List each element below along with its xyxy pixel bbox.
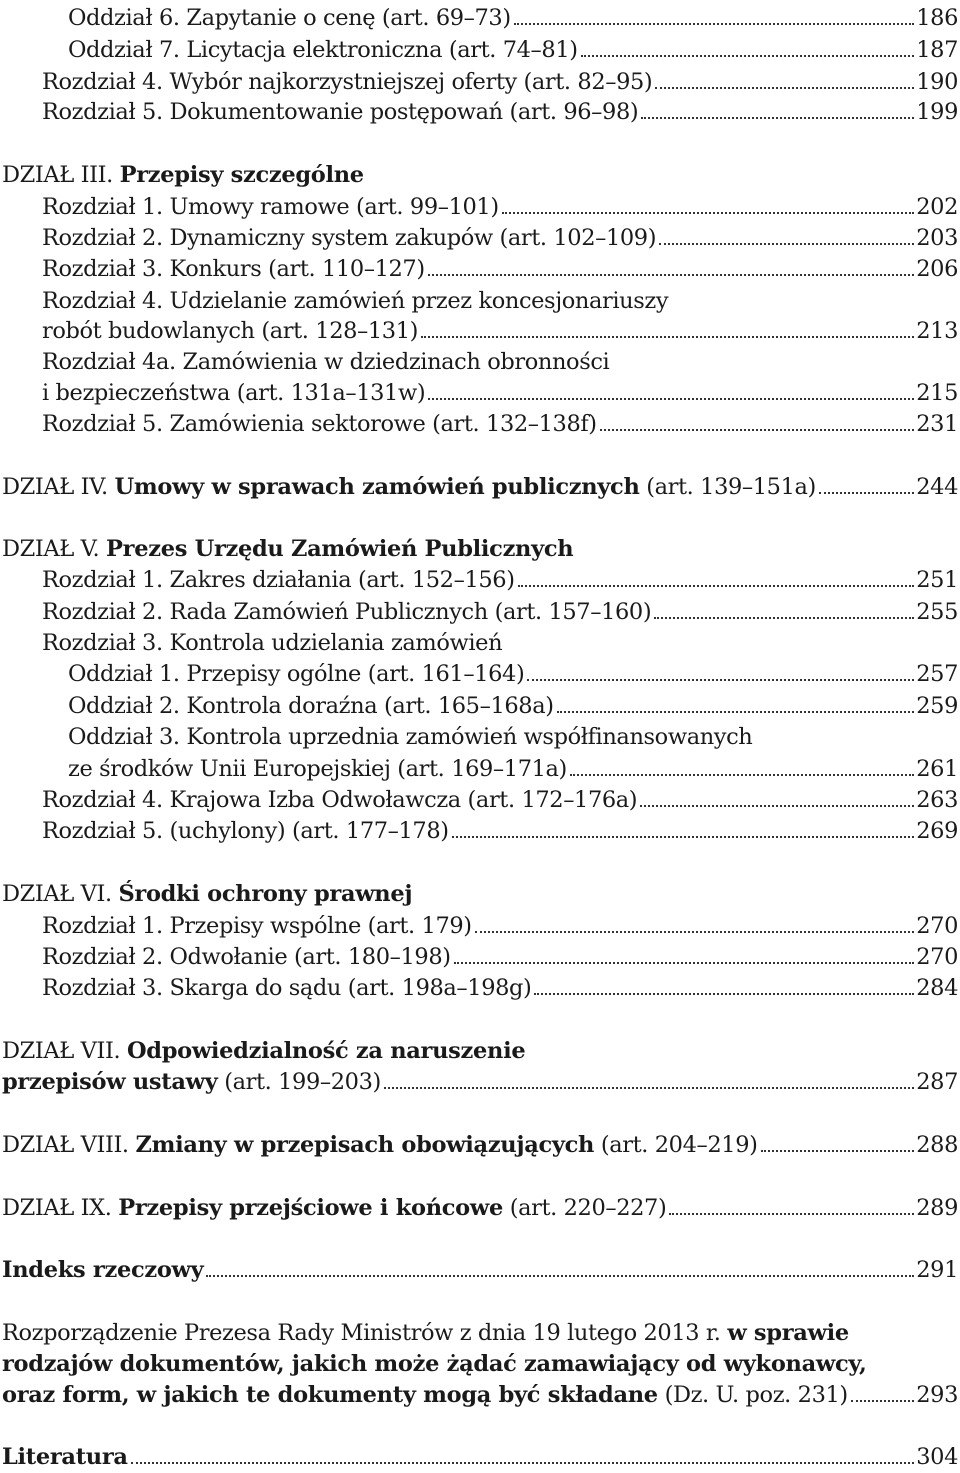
- toc-entry[interactable]: [42, 409, 958, 439]
- entry-text: Oddział 6. Zapytanie o cenę (art. 69–73): [68, 5, 511, 31]
- page-number: 270: [916, 913, 958, 939]
- dot-leader: [534, 993, 914, 995]
- dot-leader: [384, 1087, 914, 1089]
- dot-leader: [475, 931, 915, 933]
- page-number: 203: [916, 225, 958, 251]
- page-number: 187: [916, 37, 958, 63]
- entry-text: (art. 139–151a): [646, 474, 816, 500]
- entry-text: Rozdział 5. Zamówienia sektorowe (art. 132–138f): [42, 411, 597, 437]
- section-label: DZIAŁ VII.: [2, 1038, 121, 1064]
- entry-text: Rozdział 5. (uchylony) (art. 177–178): [42, 818, 449, 844]
- entry-text: Rozdział 4. Udzielanie zamówień przez koncesjonariuszy: [42, 288, 669, 314]
- toc-entry[interactable]: [2, 1442, 958, 1472]
- entry-text: Rozdział 1. Umowy ramowe (art. 99–101): [42, 194, 499, 220]
- entry-text: Rozdział 3. Kontrola udzielania zamówień: [42, 630, 503, 656]
- entry-text: robót budowlanych (art. 128–131): [42, 318, 419, 344]
- toc-entry[interactable]: [42, 597, 958, 627]
- entry-text: Rozdział 4a. Zamówienia w dziedzinach obronności: [42, 349, 610, 375]
- page-number: 304: [916, 1444, 958, 1470]
- entry-text: Oddział 1. Przepisy ogólne (art. 161–164): [68, 661, 525, 687]
- page-number: 213: [916, 318, 958, 344]
- entry-text: Rozdział 5. Dokumentowanie postępowań (art. 96–98): [42, 99, 639, 125]
- section-title: Przepisy przejściowe i końcowe: [118, 1195, 503, 1221]
- dot-leader: [527, 679, 914, 681]
- toc-entry[interactable]: [2, 472, 958, 502]
- page-number: 255: [916, 599, 958, 625]
- page-number: 202: [916, 194, 958, 220]
- toc-entry[interactable]: [68, 754, 958, 784]
- toc-entry[interactable]: [68, 691, 958, 721]
- dot-leader: [641, 117, 914, 119]
- page-number: 215: [916, 380, 958, 406]
- page-number: 251: [916, 567, 958, 593]
- entry-text: (art. 204–219): [600, 1132, 758, 1158]
- toc-entry-line[interactable]: [42, 347, 609, 377]
- entry-text: Rozdział 2. Rada Zamówień Publicznych (art. 157–160): [42, 599, 652, 625]
- page-number: 206: [916, 256, 958, 282]
- page-number: 291: [916, 1257, 958, 1283]
- page-number: 257: [916, 661, 958, 687]
- page-number: 231: [916, 411, 958, 437]
- section-label: DZIAŁ VI.: [2, 881, 112, 907]
- entry-text: (art. 220–227): [509, 1195, 667, 1221]
- entry-text: Rozdział 3. Skarga do sądu (art. 198a–198g): [42, 975, 532, 1001]
- page-number: 190: [916, 69, 958, 95]
- entry-text: Oddział 2. Kontrola doraźna (art. 165–168a): [68, 693, 554, 719]
- page-number: 259: [916, 693, 958, 719]
- entry-text: Rozdział 2. Odwołanie (art. 180–198): [42, 944, 451, 970]
- toc-entry-line[interactable]: [2, 1318, 849, 1348]
- toc-entry[interactable]: [42, 223, 958, 253]
- dot-leader: [581, 55, 915, 57]
- page-number: 269: [916, 818, 958, 844]
- section-title: rodzajów dokumentów, jakich może żądać zamawiający od wykonawcy,: [2, 1351, 867, 1377]
- toc-entry-line[interactable]: [42, 286, 668, 316]
- toc-entry[interactable]: [68, 659, 958, 689]
- section-label: DZIAŁ V.: [2, 536, 100, 562]
- toc-entry[interactable]: [42, 254, 958, 284]
- dot-leader: [819, 492, 914, 494]
- section-title: w sprawie: [727, 1320, 849, 1346]
- section-heading[interactable]: [2, 160, 364, 190]
- toc-entry[interactable]: [42, 911, 958, 941]
- toc-entry-line[interactable]: [42, 628, 502, 658]
- page-number: 288: [916, 1132, 958, 1158]
- entry-text: Oddział 7. Licytacja elektroniczna (art. 74–81): [68, 37, 578, 63]
- toc-entry[interactable]: [42, 816, 958, 846]
- dot-leader: [655, 87, 914, 89]
- toc-entry[interactable]: [42, 192, 958, 222]
- dot-leader: [428, 398, 914, 400]
- toc-entry[interactable]: [2, 1193, 958, 1223]
- toc-entry[interactable]: [2, 1380, 958, 1410]
- dot-leader: [761, 1150, 915, 1152]
- page-number: 293: [916, 1382, 958, 1408]
- page-number: 199: [916, 99, 958, 125]
- entry-text: Rozdział 2. Dynamiczny system zakupów (art. 102–109): [42, 225, 657, 251]
- toc-entry[interactable]: [42, 973, 958, 1003]
- entry-text: Rozdział 1. Przepisy wspólne (art. 179): [42, 913, 472, 939]
- page-number: 244: [916, 474, 958, 500]
- section-title: Indeks rzeczowy: [2, 1257, 204, 1283]
- entry-text: (Dz. U. poz. 231): [664, 1382, 848, 1408]
- dot-leader: [570, 774, 914, 776]
- dot-leader: [454, 962, 915, 964]
- page-number: 270: [916, 944, 958, 970]
- dot-leader: [600, 429, 915, 431]
- section-heading[interactable]: [2, 879, 412, 909]
- page-number: 287: [916, 1069, 958, 1095]
- entry-text: Oddział 3. Kontrola uprzednia zamówień współfinansowanych: [68, 724, 753, 750]
- dot-leader: [131, 1462, 915, 1464]
- dot-leader: [452, 836, 915, 838]
- page-number: 284: [916, 975, 958, 1001]
- toc-entry[interactable]: [42, 316, 958, 346]
- section-title: Literatura: [2, 1444, 128, 1470]
- page-number: 186: [916, 5, 958, 31]
- entry-text: ze środków Unii Europejskiej (art. 169–171a): [68, 756, 567, 782]
- section-label: DZIAŁ III.: [2, 162, 113, 188]
- dot-leader: [206, 1275, 914, 1277]
- dot-leader: [514, 23, 915, 25]
- dot-leader: [421, 336, 914, 338]
- section-title: przepisów ustawy: [2, 1069, 218, 1095]
- dot-leader: [654, 617, 914, 619]
- section-label: DZIAŁ IV.: [2, 474, 108, 500]
- dot-leader: [518, 585, 915, 587]
- page-number: 263: [916, 787, 958, 813]
- dot-leader: [640, 805, 914, 807]
- entry-text: Rozdział 3. Konkurs (art. 110–127): [42, 256, 425, 282]
- entry-text: Rozdział 4. Krajowa Izba Odwoławcza (art. 172–176a): [42, 787, 638, 813]
- toc-entry[interactable]: [42, 785, 958, 815]
- entry-text: i bezpieczeństwa (art. 131a–131w): [42, 380, 426, 406]
- dot-leader: [659, 243, 914, 245]
- dot-leader: [851, 1400, 914, 1402]
- toc-entry[interactable]: [42, 565, 958, 595]
- entry-text: (art. 199–203): [224, 1069, 381, 1095]
- section-title: Prezes Urzędu Zamówień Publicznych: [106, 536, 574, 562]
- toc-entry[interactable]: [42, 942, 958, 972]
- toc-entry[interactable]: [2, 1067, 958, 1097]
- section-label: DZIAŁ VIII.: [2, 1132, 129, 1158]
- section-heading[interactable]: [2, 1036, 525, 1066]
- toc-entry[interactable]: [42, 67, 958, 97]
- section-title: Umowy w sprawach zamówień publicznych: [114, 474, 640, 500]
- entry-text: Rozdział 4. Wybór najkorzystniejszej oferty (art. 82–95): [42, 69, 653, 95]
- page-number: 261: [916, 756, 958, 782]
- dot-leader: [669, 1213, 914, 1215]
- section-label: DZIAŁ IX.: [2, 1195, 112, 1221]
- section-heading[interactable]: [2, 534, 573, 564]
- toc-entry[interactable]: [68, 35, 958, 65]
- toc-entry-line[interactable]: [2, 1349, 867, 1379]
- dot-leader: [502, 212, 915, 214]
- section-title: oraz form, w jakich te dokumenty mogą być składane: [2, 1382, 658, 1408]
- entry-text: Rozporządzenie Prezesa Rady Ministrów z dnia 19 lutego 2013 r.: [2, 1320, 721, 1346]
- toc-entry[interactable]: [68, 3, 958, 33]
- toc-entry[interactable]: [42, 97, 958, 127]
- section-title: Zmiany w przepisach obowiązujących: [135, 1132, 595, 1158]
- toc-entry[interactable]: [2, 1130, 958, 1160]
- dot-leader: [557, 711, 915, 713]
- toc-entry[interactable]: [42, 378, 958, 408]
- section-title: Przepisy szczególne: [119, 162, 364, 188]
- section-title: Odpowiedzialność za naruszenie: [126, 1038, 526, 1064]
- toc-entry-line[interactable]: [68, 722, 752, 752]
- entry-text: Rozdział 1. Zakres działania (art. 152–156): [42, 567, 515, 593]
- section-title: Środki ochrony prawnej: [118, 881, 413, 907]
- page-number: 289: [916, 1195, 958, 1221]
- toc-entry[interactable]: [2, 1255, 958, 1285]
- dot-leader: [428, 274, 915, 276]
